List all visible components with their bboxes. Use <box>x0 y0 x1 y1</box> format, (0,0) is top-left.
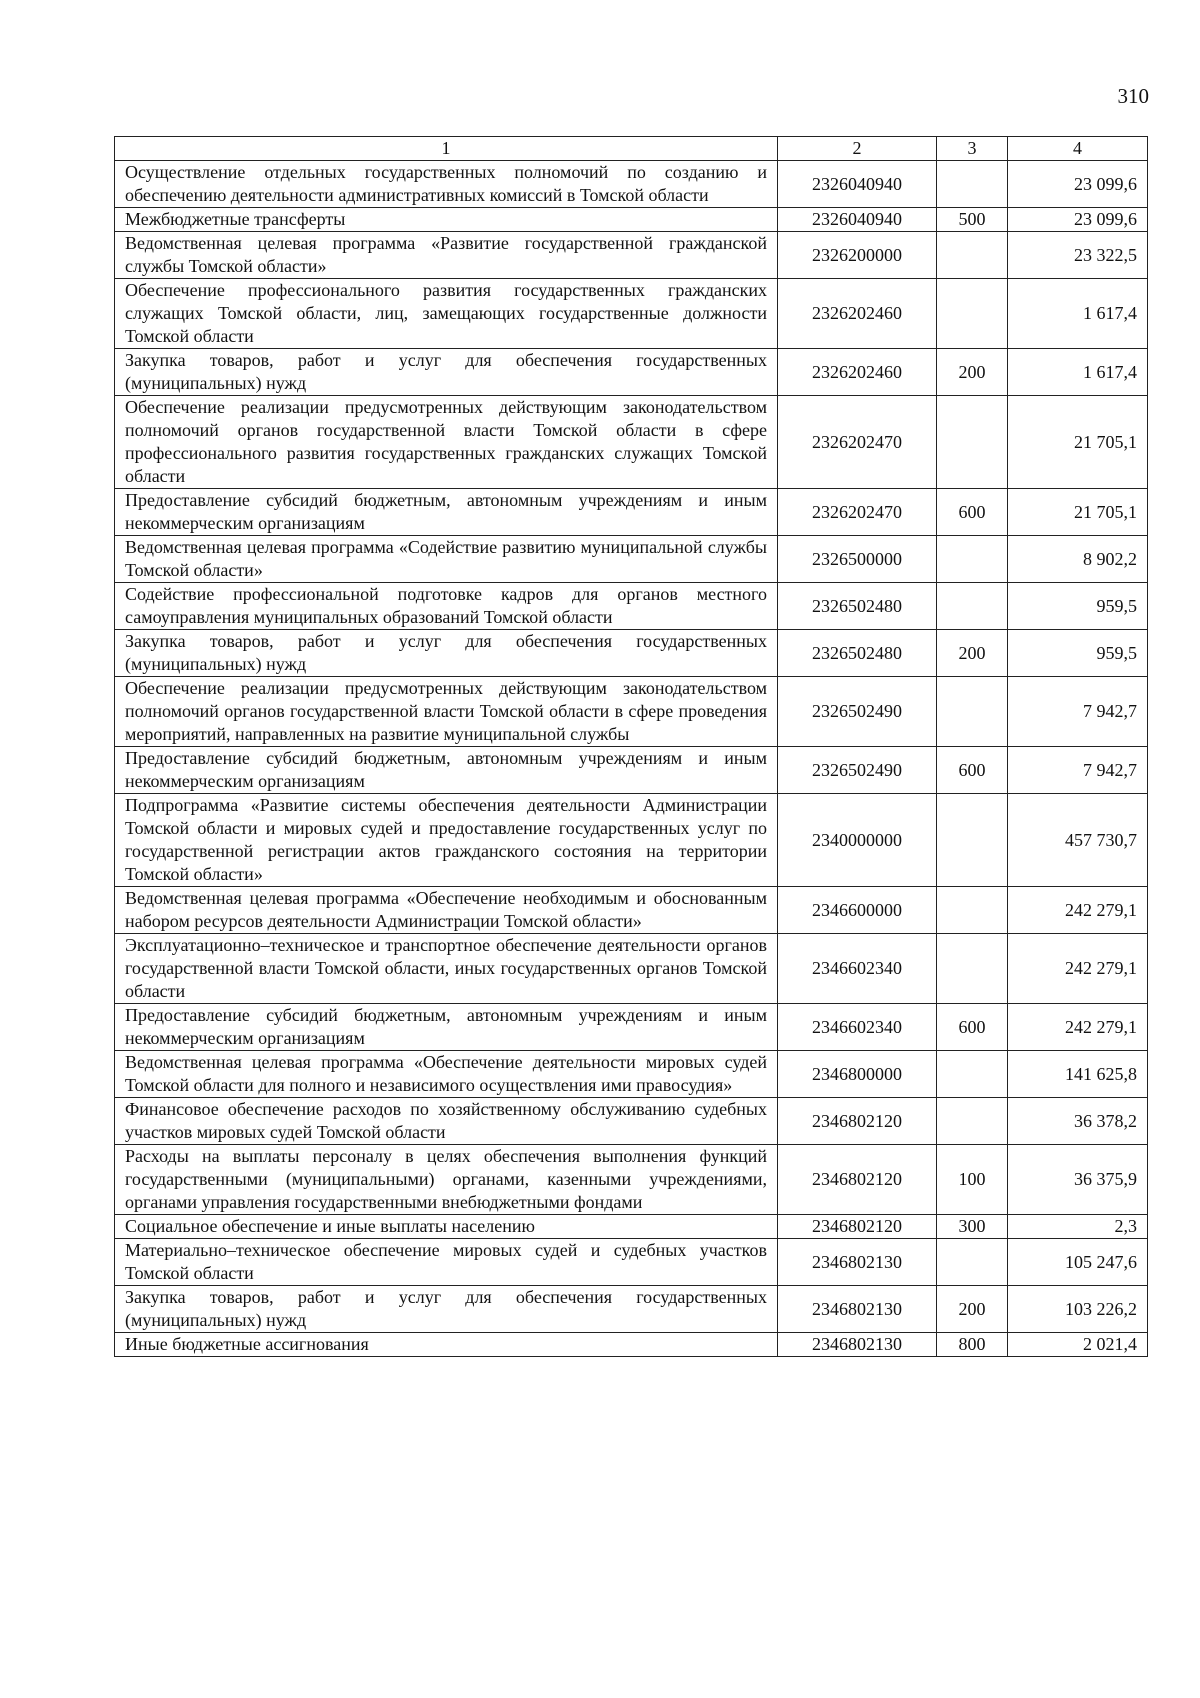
table-body <box>115 161 1148 1357</box>
row-amount-cell: 103 226,2 <box>1008 1286 1148 1333</box>
row-code-cell: 2326040940 <box>778 161 937 208</box>
row-code-cell: 2346800000 <box>778 1051 937 1098</box>
row-amount-cell: 457 730,7 <box>1008 794 1148 887</box>
table-row <box>115 1239 1148 1286</box>
row-code-cell: 2326502480 <box>778 583 937 630</box>
row-code-cell: 2346802130 <box>778 1286 937 1333</box>
row-type-cell <box>937 1239 1008 1286</box>
row-type-cell: 600 <box>937 747 1008 794</box>
row-name-cell: Обеспечение реализации предусмотренных действующим законодательством полномочий органов государственной власти Томской области в сфере проведения мероприятий, направленных на развитие муниципальной службы <box>115 677 778 747</box>
row-amount-cell: 141 625,8 <box>1008 1051 1148 1098</box>
row-amount-cell: 959,5 <box>1008 630 1148 677</box>
budget-table <box>114 136 1148 1357</box>
row-type-cell <box>937 161 1008 208</box>
table-row <box>115 1098 1148 1145</box>
row-type-cell: 100 <box>937 1145 1008 1215</box>
row-name-cell: Ведомственная целевая программа «Обеспечение необходимым и обоснованным набором ресурсов деятельности Администрации Томской области» <box>115 887 778 934</box>
row-amount-cell: 7 942,7 <box>1008 747 1148 794</box>
table-row <box>115 396 1148 489</box>
row-amount-cell: 2 021,4 <box>1008 1333 1148 1357</box>
table-row <box>115 208 1148 232</box>
row-type-cell: 300 <box>937 1215 1008 1239</box>
row-type-cell <box>937 677 1008 747</box>
row-type-cell <box>937 794 1008 887</box>
row-name-cell: Ведомственная целевая программа «Обеспечение деятельности мировых судей Томской области для полного и независимого осуществления ими правосудия» <box>115 1051 778 1098</box>
row-name-cell: Расходы на выплаты персоналу в целях обеспечения выполнения функций государственными (муниципальными) органами, казенными учреждениями, органами управления государственными внебюджетными фондами <box>115 1145 778 1215</box>
row-type-cell: 600 <box>937 489 1008 536</box>
row-code-cell: 2326500000 <box>778 536 937 583</box>
row-type-cell: 200 <box>937 1286 1008 1333</box>
row-code-cell: 2346802120 <box>778 1098 937 1145</box>
row-code-cell: 2326202460 <box>778 279 937 349</box>
row-type-cell <box>937 934 1008 1004</box>
row-amount-cell: 242 279,1 <box>1008 934 1148 1004</box>
row-amount-cell: 23 322,5 <box>1008 232 1148 279</box>
table-row <box>115 232 1148 279</box>
row-code-cell: 2346802130 <box>778 1239 937 1286</box>
row-code-cell: 2326502480 <box>778 630 937 677</box>
row-amount-cell: 2,3 <box>1008 1215 1148 1239</box>
row-name-cell: Межбюджетные трансферты <box>115 208 778 232</box>
row-type-cell: 800 <box>937 1333 1008 1357</box>
row-code-cell: 2326202470 <box>778 489 937 536</box>
table-header-row <box>115 137 1148 161</box>
table-row <box>115 1215 1148 1239</box>
row-name-cell: Эксплуатационно–техническое и транспортное обеспечение деятельности органов государственной власти Томской области, иных государственных органов Томской области <box>115 934 778 1004</box>
table-row <box>115 1333 1148 1357</box>
row-amount-cell: 1 617,4 <box>1008 349 1148 396</box>
table-row <box>115 161 1148 208</box>
table-row <box>115 630 1148 677</box>
row-amount-cell: 105 247,6 <box>1008 1239 1148 1286</box>
row-code-cell: 2346802120 <box>778 1215 937 1239</box>
table-row <box>115 1004 1148 1051</box>
row-code-cell: 2326202470 <box>778 396 937 489</box>
row-type-cell <box>937 536 1008 583</box>
row-name-cell: Закупка товаров, работ и услуг для обеспечения государственных (муниципальных) нужд <box>115 630 778 677</box>
row-amount-cell: 1 617,4 <box>1008 279 1148 349</box>
row-name-cell: Предоставление субсидий бюджетным, автономным учреждениям и иным некоммерческим организациям <box>115 1004 778 1051</box>
table-row <box>115 489 1148 536</box>
row-name-cell: Обеспечение профессионального развития государственных гражданских служащих Томской области, лиц, замещающих государственные должности Томской области <box>115 279 778 349</box>
table-row <box>115 349 1148 396</box>
row-amount-cell: 959,5 <box>1008 583 1148 630</box>
row-type-cell <box>937 1098 1008 1145</box>
row-name-cell: Материально–техническое обеспечение мировых судей и судебных участков Томской области <box>115 1239 778 1286</box>
row-code-cell: 2346602340 <box>778 1004 937 1051</box>
header-col-4: 4 <box>1008 137 1148 161</box>
table-row <box>115 1051 1148 1098</box>
table-row <box>115 677 1148 747</box>
row-amount-cell: 242 279,1 <box>1008 1004 1148 1051</box>
row-name-cell: Социальное обеспечение и иные выплаты населению <box>115 1215 778 1239</box>
table-row <box>115 887 1148 934</box>
row-name-cell: Осуществление отдельных государственных полномочий по созданию и обеспечению деятельности административных комиссий в Томской области <box>115 161 778 208</box>
row-name-cell: Закупка товаров, работ и услуг для обеспечения государственных (муниципальных) нужд <box>115 1286 778 1333</box>
table-row <box>115 934 1148 1004</box>
row-code-cell: 2346600000 <box>778 887 937 934</box>
page-number: 310 <box>1117 84 1149 108</box>
row-amount-cell: 23 099,6 <box>1008 208 1148 232</box>
table-row <box>115 536 1148 583</box>
row-code-cell: 2326200000 <box>778 232 937 279</box>
row-name-cell: Финансовое обеспечение расходов по хозяйственному обслуживанию судебных участков мировых судей Томской области <box>115 1098 778 1145</box>
row-code-cell: 2326502490 <box>778 747 937 794</box>
table-row <box>115 747 1148 794</box>
row-code-cell: 2346802120 <box>778 1145 937 1215</box>
row-name-cell: Содействие профессиональной подготовке кадров для органов местного самоуправления муниципальных образований Томской области <box>115 583 778 630</box>
row-code-cell: 2346602340 <box>778 934 937 1004</box>
row-name-cell: Ведомственная целевая программа «Содействие развитию муниципальной службы Томской области» <box>115 536 778 583</box>
row-name-cell: Предоставление субсидий бюджетным, автономным учреждениям и иным некоммерческим организациям <box>115 747 778 794</box>
row-type-cell: 500 <box>937 208 1008 232</box>
row-code-cell: 2340000000 <box>778 794 937 887</box>
row-type-cell <box>937 396 1008 489</box>
row-type-cell <box>937 1051 1008 1098</box>
row-amount-cell: 21 705,1 <box>1008 396 1148 489</box>
header-col-2: 2 <box>778 137 937 161</box>
row-name-cell: Подпрограмма «Развитие системы обеспечения деятельности Администрации Томской области и мировых судей и предоставление государственных услуг по государственной регистрации актов гражданского состояния на территории Томской области» <box>115 794 778 887</box>
table-row <box>115 1286 1148 1333</box>
row-code-cell: 2326202460 <box>778 349 937 396</box>
row-type-cell <box>937 232 1008 279</box>
row-amount-cell: 36 375,9 <box>1008 1145 1148 1215</box>
row-amount-cell: 242 279,1 <box>1008 887 1148 934</box>
header-col-3: 3 <box>937 137 1008 161</box>
row-code-cell: 2326502490 <box>778 677 937 747</box>
row-code-cell: 2326040940 <box>778 208 937 232</box>
header-col-1: 1 <box>115 137 778 161</box>
row-name-cell: Иные бюджетные ассигнования <box>115 1333 778 1357</box>
row-amount-cell: 8 902,2 <box>1008 536 1148 583</box>
row-name-cell: Закупка товаров, работ и услуг для обеспечения государственных (муниципальных) нужд <box>115 349 778 396</box>
row-code-cell: 2346802130 <box>778 1333 937 1357</box>
row-name-cell: Предоставление субсидий бюджетным, автономным учреждениям и иным некоммерческим организациям <box>115 489 778 536</box>
table-row <box>115 1145 1148 1215</box>
row-type-cell <box>937 279 1008 349</box>
table-row <box>115 583 1148 630</box>
table-row <box>115 279 1148 349</box>
table-row <box>115 794 1148 887</box>
row-type-cell <box>937 887 1008 934</box>
row-type-cell: 600 <box>937 1004 1008 1051</box>
row-type-cell: 200 <box>937 630 1008 677</box>
row-type-cell: 200 <box>937 349 1008 396</box>
row-amount-cell: 7 942,7 <box>1008 677 1148 747</box>
row-amount-cell: 36 378,2 <box>1008 1098 1148 1145</box>
row-name-cell: Ведомственная целевая программа «Развитие государственной гражданской службы Томской области» <box>115 232 778 279</box>
row-amount-cell: 23 099,6 <box>1008 161 1148 208</box>
row-type-cell <box>937 583 1008 630</box>
row-amount-cell: 21 705,1 <box>1008 489 1148 536</box>
row-name-cell: Обеспечение реализации предусмотренных действующим законодательством полномочий органов государственной власти Томской области в сфере профессионального развития государственных гражданских служащих Томской области <box>115 396 778 489</box>
